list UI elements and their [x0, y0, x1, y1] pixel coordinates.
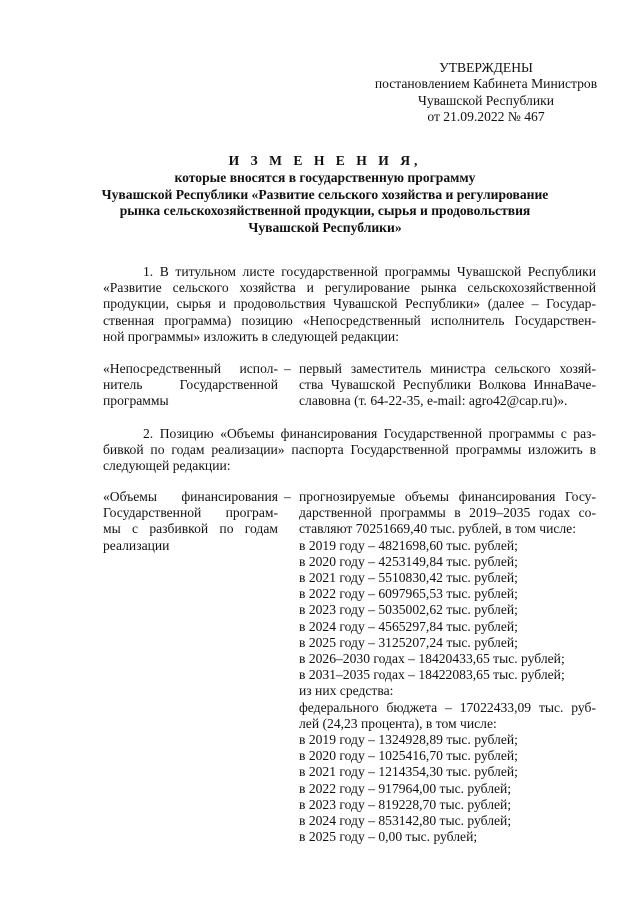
funding-subheading: из них средства:	[299, 683, 394, 699]
paragraph-line: «Развитие сельского хозяйства и регулирование рынка сельскохозяйственной	[103, 280, 596, 296]
funding-year-line: в 2026–2030 годах – 18420433,65 тыс. рублей;	[299, 651, 565, 667]
executor-dash: –	[284, 361, 291, 376]
funding-label-line: «Объемы финансирования	[103, 489, 278, 504]
paragraph-line: следующей редакции:	[103, 458, 231, 474]
funding-federal-year-line: в 2024 году – 853142,80 тыс. рублей;	[299, 813, 512, 829]
funding-year-line: в 2022 году – 6097965,53 тыс. рублей;	[299, 586, 518, 602]
approval-region: Чувашской Республики	[418, 92, 554, 108]
paragraph-line: бивкой по годам реализации» паспорта Государственной программы изложить в	[103, 442, 596, 458]
document-title	[60, 153, 590, 236]
funding-year-line: в 2031–2035 годах – 18422083,65 тыс. рублей;	[299, 667, 565, 683]
paragraph-line: ной программы» изложить в следующей редакции:	[103, 328, 399, 344]
funding-year-line: в 2023 году – 5035002,62 тыс. рублей;	[299, 602, 518, 618]
funding-federal-year-line: в 2019 году – 1324928,89 тыс. рублей;	[299, 732, 518, 748]
funding-federal-year-line: в 2023 году – 819228,70 тыс. рублей;	[299, 796, 512, 812]
funding-federal-year-line: в 2020 году – 1025416,70 тыс. рублей;	[299, 748, 518, 764]
funding-year-line: в 2025 году – 3125207,24 тыс. рублей;	[299, 634, 518, 650]
executor-label-line: программы	[103, 393, 169, 409]
funding-label-line: мы с разбивкой по годам	[103, 521, 278, 537]
funding-table	[103, 489, 596, 849]
funding-year-line: в 2024 году – 4565297,84 тыс. рублей;	[299, 618, 518, 634]
paragraph-line: 1. В титульном листе государственной программы Чувашской Республики	[143, 264, 596, 279]
funding-line: ставляют 70251669,40 тыс. рублей, в том числе:	[299, 521, 576, 537]
executor-label	[103, 361, 278, 410]
funding-dash: –	[284, 489, 291, 504]
funding-federal-line: лей (24,23 процента), в том числе:	[299, 715, 497, 731]
executor-value-line: первый заместитель министра сельского хозяй-	[299, 361, 596, 376]
paragraph-line: ственная программа) позицию «Непосредственный исполнитель Государствен-	[103, 312, 596, 328]
approval-date-number: от 21.09.2022 № 467	[427, 109, 545, 125]
funding-federal-year-line: в 2022 году – 917964,00 тыс. рублей;	[299, 780, 512, 796]
approval-status: УТВЕРЖДЕНЫ	[439, 60, 533, 75]
funding-label-line: реализации	[103, 537, 170, 553]
executor-label-line: нитель Государственной	[103, 377, 278, 393]
funding-federal-line: федерального бюджета – 17022433,09 тыс. руб-	[299, 699, 596, 715]
funding-label	[103, 489, 278, 554]
executor-label-line: «Непосредственный испол-	[103, 361, 278, 376]
executor-value-line: ства Чувашской Республики Волкова ИннаВаче-	[299, 377, 596, 393]
funding-line: прогнозируемые объемы финансирования Госу-	[299, 489, 596, 504]
funding-label-line: Государственной програм-	[103, 505, 278, 521]
funding-federal-year-line: в 2025 году – 0,00 тыс. рублей;	[299, 829, 478, 845]
approval-stamp-block	[366, 60, 606, 126]
funding-year-line: в 2019 году – 4821698,60 тыс. рублей;	[299, 537, 518, 553]
executor-table	[103, 361, 596, 411]
executor-value-line: славовна (т. 64-22-35, e-mail: agro42@cap.ru)».	[299, 393, 568, 409]
funding-line: дарственной программы в 2019–2035 годах со-	[299, 505, 596, 521]
funding-federal-year-line: в 2021 году – 1214354,30 тыс. рублей;	[299, 764, 518, 780]
paragraph-line: продукции, сырья и продовольствия Чувашской Республики» (далее – Государ-	[103, 296, 596, 312]
title-line: Чувашской Республики»	[248, 219, 402, 235]
paragraph-2	[103, 426, 596, 475]
title-line: которые вносятся в государственную программу	[174, 170, 476, 186]
paragraph-line: 2. Позицию «Объемы финансирования Государственной программы с раз-	[143, 426, 596, 441]
approval-authority: постановлением Кабинета Министров	[374, 76, 598, 92]
funding-year-line: в 2021 году – 5510830,42 тыс. рублей;	[299, 570, 518, 586]
funding-value	[299, 489, 596, 845]
title-heading: И З М Е Н Е Н И Я,	[228, 153, 422, 168]
paragraph-1	[103, 264, 596, 345]
funding-year-line: в 2020 году – 4253149,84 тыс. рублей;	[299, 553, 518, 569]
title-line: рынка сельскохозяйственной продукции, сырья и продовольствия	[119, 203, 531, 219]
title-line: Чувашской Республики «Развитие сельского хозяйства и регулирование	[101, 186, 549, 202]
executor-value	[299, 361, 596, 410]
